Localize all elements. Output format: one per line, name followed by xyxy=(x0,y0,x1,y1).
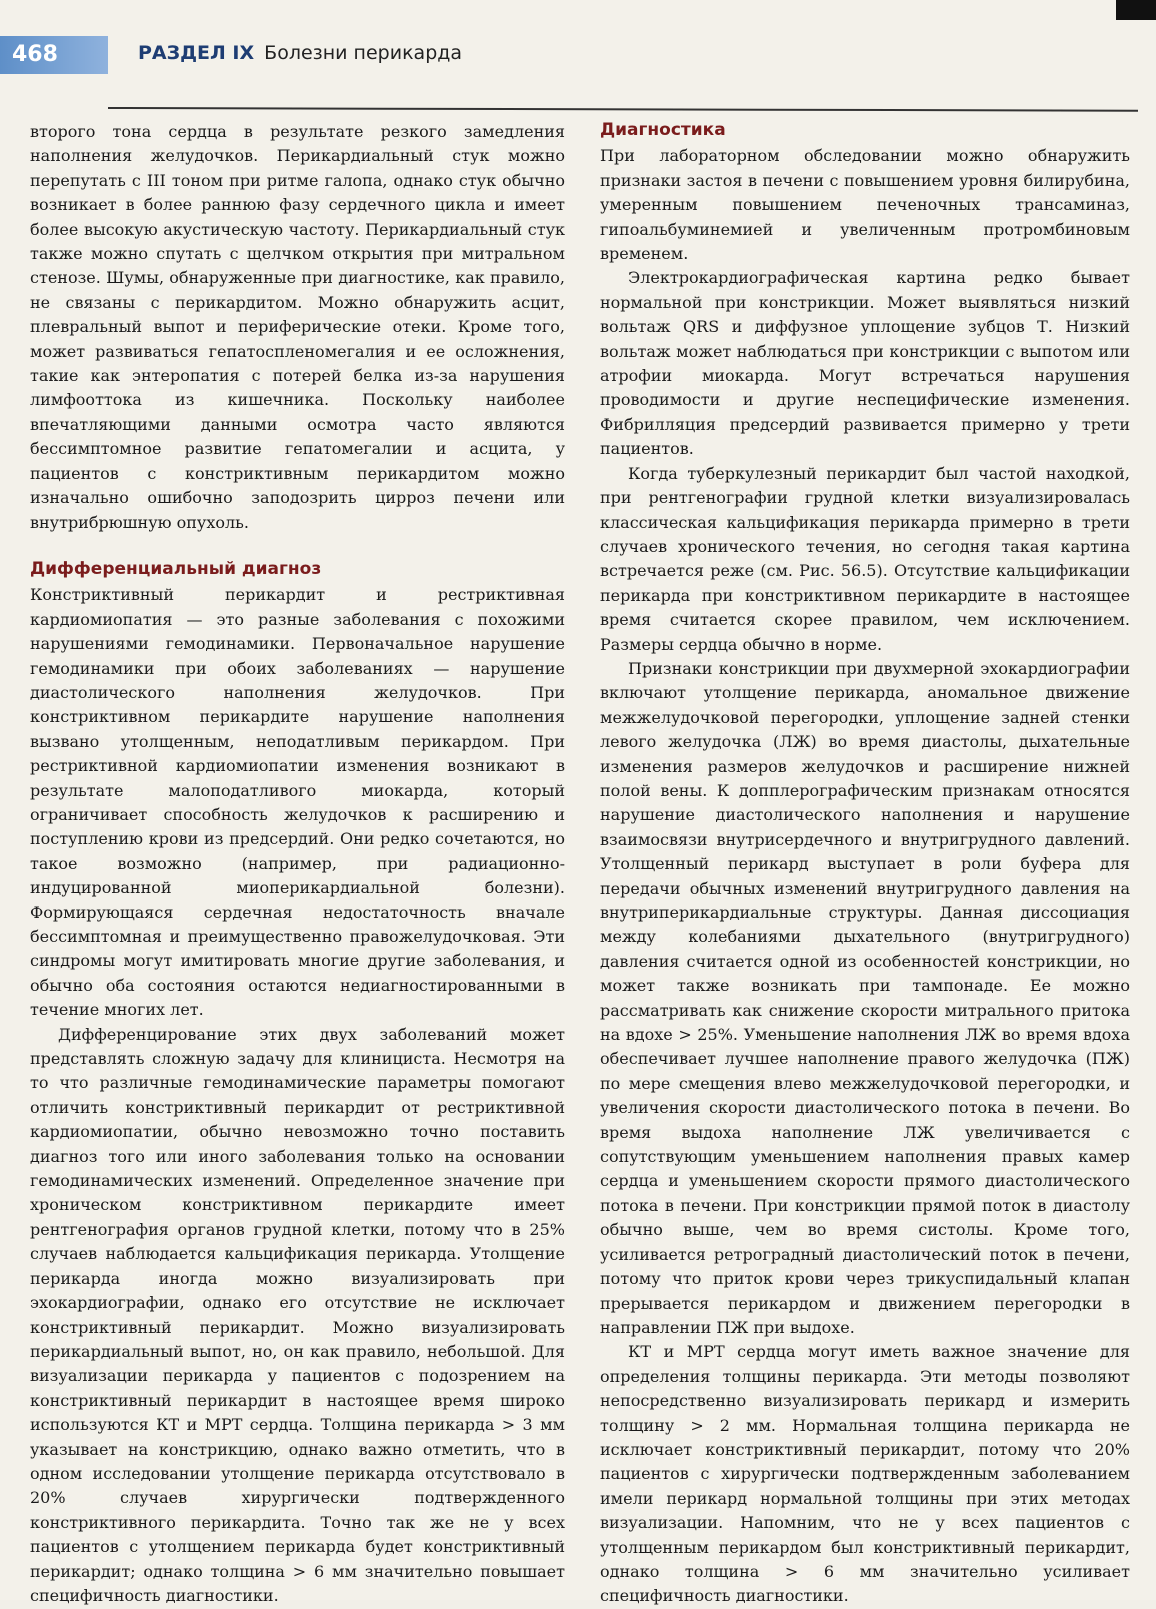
paragraph: Признаки констрикции при двухмерной эхокардиографии включают утолщение перикарда, аномальное движение межжелудочковой перегородки, уплощение задней стенки левого желудочка (ЛЖ) во время диастолы, дыхательные изменения размеров желудочков и расширение нижней полой вены. К допплерографическим признакам относятся нарушение диастолического наполнения и нарушение взаимосвязи внутрисердечного и внутригрудного давлений. Утолщенный перикард выступает в роли буфера для передачи обычных изменений внутригрудного давления на внутриперикардиальные структуры. Данная диссоциация между колебаниями дыхательного (внутригрудного) давления считается одной из особенностей констрикции, но может также возникать при тампонаде. Ее можно рассматривать как снижение скорости митрального притока на вдохе > 25%. Уменьшение наполнения ЛЖ во время вдоха обеспечивает лучшее наполнение правого желудочка (ПЖ) по мере смещения влево межжелудочковой перегородки, и увеличения скорости диастолического потока в печени. Во время выдоха наполнение ЛЖ увеличивается с сопутствующим уменьшением наполнения правых камер сердца и уменьшением скорости прямого диастолического потока в печени. При констрикции прямой поток в диастолу обычно выше, чем во время систолы. Кроме того, усиливается ретроградный диастолический поток в печени, потому что приток крови через трикуспидальный клапан прерывается перикардом и движением перегородки в направлении ПЖ при выдохе. xyxy=(600,658,1130,1337)
paragraph: Когда туберкулезный перикардит был частой находкой, при рентгенографии грудной клетки визуализировалась классическая кальцификация перикарда примерно в трети случаев хронического течения, но сегодня такая картина встречается реже (см. Рис. 56.5). Отсутствие кальцификации перикарда при констриктивном перикардите в настоящее время считается скорее правилом, чем исключением. Размеры сердца обычно в норме. xyxy=(600,463,1130,654)
paragraph: КТ и МРТ сердца могут иметь важное значение для определения толщины перикарда. Эти методы позволяют непосредственно визуализировать перикард и измерить толщину > 2 мм. Нормальная толщина перикарда не исключает констриктивный перикардит, потому что 20% пациентов с хирургически подтвержденным заболеванием имели перикард нормальной толщины при этих методах визуализации. Напомним, что не у всех пациентов с утолщенным перикардом был констриктивный перикардит, однако толщина > 6 мм значительно усиливает специфичность диагностики. xyxy=(600,1342,1130,1606)
paragraph: второго тона сердца в результате резкого замедления наполнения желудочков. Перикардиальный стук можно перепутать с III тоном при ритме галопа, однако стук обычно возникает в более раннюю фазу сердечного цикла и имеет более высокую акустическую частоту. Перикардиальный стук также можно спутать с щелчком открытия при митральном стенозе. Шумы, обнаруженные при диагностике, как правило, не связаны с перикардитом. Можно обнаружить асцит, плевральный выпот и периферические отеки. Кроме того, может развиваться гепатоспленомегалия и ее осложнения, такие как энтеропатия с потерей белка из-за нарушения лимфооттока из кишечника. Поскольку наиболее впечатляющими данными осмотра часто являются бессимптомное развитие гепатомегалии и асцита, у пациентов с констриктивным перикардитом можно изначально ошибочно заподозрить цирроз печени или внутрибрюшную опухоль. xyxy=(30,122,565,532)
running-header xyxy=(0,34,1156,78)
subheading-diagnostics: Диагностика xyxy=(600,120,726,140)
section-heading xyxy=(138,42,462,64)
paragraph: При лабораторном обследовании можно обнаружить признаки застоя в печени с повышением уровня билирубина, умеренным повышением печеночных трансаминаз, гипоальбуминемией и увеличенным протромбиновым временем. xyxy=(600,146,1130,264)
section-title: Болезни перикарда xyxy=(264,42,463,64)
page-corner-shadow xyxy=(1116,0,1156,20)
section-label: РАЗДЕЛ IX xyxy=(138,42,255,64)
paragraph: Констриктивный перикардит и рестриктивная кардиомиопатия — это разные заболевания с похожими нарушениями гемодинамики. Первоначальное нарушение гемодинамики при обоих заболеваниях — нарушение диастолического наполнения желудочков. При констриктивном перикардите нарушение наполнения вызвано утолщенным, неподатливым перикардом. При рестриктивной кардиомиопатии изменения возникают в результате малоподатливого миокарда, который ограничивает способность желудочков к расширению и поступлению крови из предсердий. Они редко сочетаются, но такое возможно (например, при радиационно-индуцированной миоперикардиальной болезни). Формирующаяся сердечная недостаточность вначале бессимптомная и преимущественно правожелудочковая. Эти синдромы могут имитировать многие другие заболевания, и обычно оба состояния остаются недиагностированными в течение многих лет. xyxy=(30,585,565,1020)
paragraph: Дифференцирование этих двух заболеваний может представлять сложную задачу для клинициста. Несмотря на то что различные гемодинамические параметры помогают отличить констриктивный перикардит от рестриктивной кардиомиопатии, обычно невозможно точно поставить диагноз того или иного заболевания только на основании гемодинамических изменений. Определенное значение при хроническом констриктивном перикардите имеет рентгенография органов грудной клетки, потому что в 25% случаев наблюдается кальцификация перикарда. Утолщение перикарда иногда можно визуализировать при эхокардиографии, однако его отсутствие не исключает констриктивный перикардит. Можно визуализировать перикардиальный выпот, но, он как правило, небольшой. Для визуализации перикарда у пациентов с подозрением на констриктивный перикардит в настоящее время широко используются КТ и МРТ сердца. Толщина перикарда > 3 мм указывает на констрикцию, однако важно отметить, что в одном исследовании утолщение перикарда отсутствовало в 20% случаев хирургически подтвержденного констриктивного перикардита. Точно так же не у всех пациентов с утолщением перикарда будет констриктивный перикардит; однако толщина > 6 мм значительно повышает специфичность диагностики. xyxy=(30,1024,565,1605)
header-rule xyxy=(108,107,1138,112)
subheading-differential-diagnosis: Дифференциальный диагноз xyxy=(30,558,322,579)
page-number: 468 xyxy=(0,36,108,74)
left-column xyxy=(30,120,565,1608)
paragraph: Электрокардиографическая картина редко бывает нормальной при констрикции. Может выявляться низкий вольтаж QRS и диффузное уплощение зубцов Т. Низкий вольтаж может наблюдаться при констрикции с выпотом или атрофии миокарда. Могут встречаться нарушения проводимости и другие неспецифические изменения. Фибрилляция предсердий развивается примерно у трети пациентов. xyxy=(600,268,1130,459)
right-column xyxy=(600,118,1130,1609)
